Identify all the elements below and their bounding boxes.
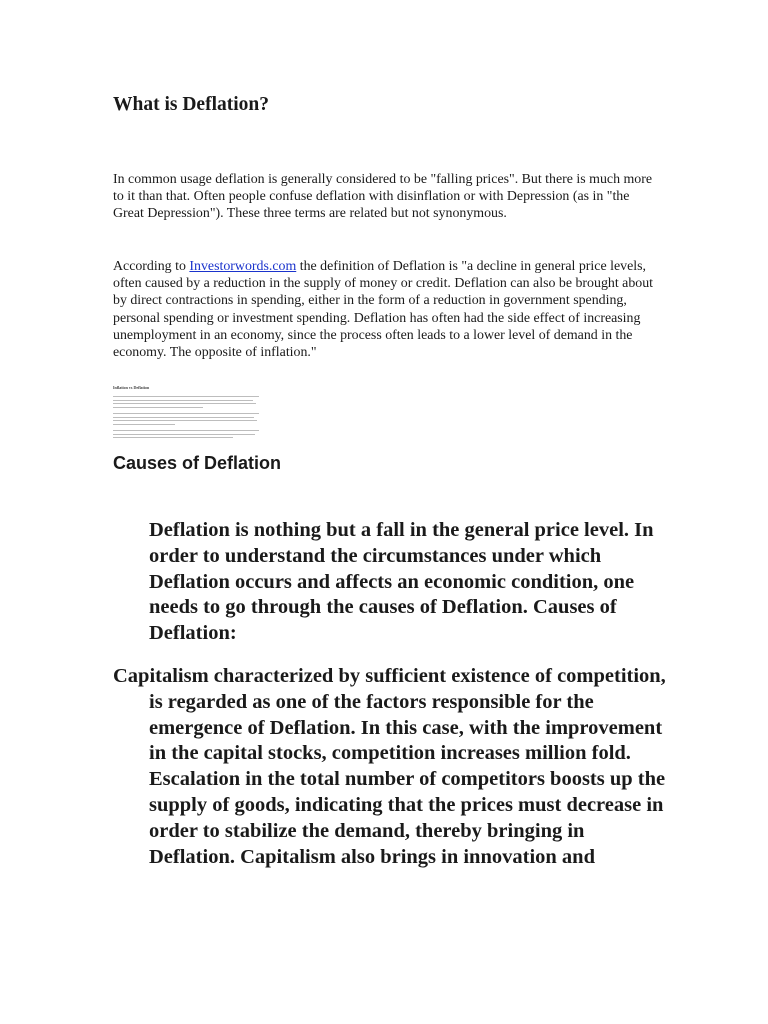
page-title: What is Deflation? xyxy=(113,94,269,115)
causes-intro-paragraph: Deflation is nothing but a fall in the general price level. In order to understand the circumstances under which Deflation occurs and affects an economic condition, one needs to go through the causes of Deflation. Causes of Deflation: xyxy=(149,519,654,645)
definition-text: the definition of Deflation is "a decline in general price levels, often caused by a reduction in the supply of money or credit. Deflation can also be brought about by direct contractions in spending, either in the form of a reduction in government spending, personal spending or investment spending. Deflation has often had the side effect of increasing unemployment in an economy, since the process often leads to a lower level of demand in the economy. The opposite of inflation." xyxy=(113,259,654,361)
embedded-document-thumbnail xyxy=(113,378,261,440)
thumbnail-caption: Inflation vs Deflation xyxy=(113,385,150,390)
intro-paragraph: In common usage deflation is generally considered to be "falling prices". But there is much more to it than that. Often people confuse deflation with disinflation or with Depression (as in "the Great Depression"). These three terms are related but not synonymous. xyxy=(113,172,653,222)
capitalism-paragraph: Capitalism characterized by sufficient existence of competition, is regarded as one of the factors responsible for the emergence of Deflation. In this case, with the improvement in the capital stocks, competition increases million fold. Escalation in the total number of competitors boosts up the supply of goods, indicating that the prices must decrease in order to stabilize the demand, thereby bringing in Deflation. Capitalism also brings in innovation and xyxy=(113,665,666,868)
definition-paragraph xyxy=(113,258,658,361)
definition-prefix: According to xyxy=(113,259,190,274)
section-heading-causes: Causes of Deflation xyxy=(113,453,282,473)
investorwords-link[interactable]: Investorwords.com xyxy=(189,259,297,274)
